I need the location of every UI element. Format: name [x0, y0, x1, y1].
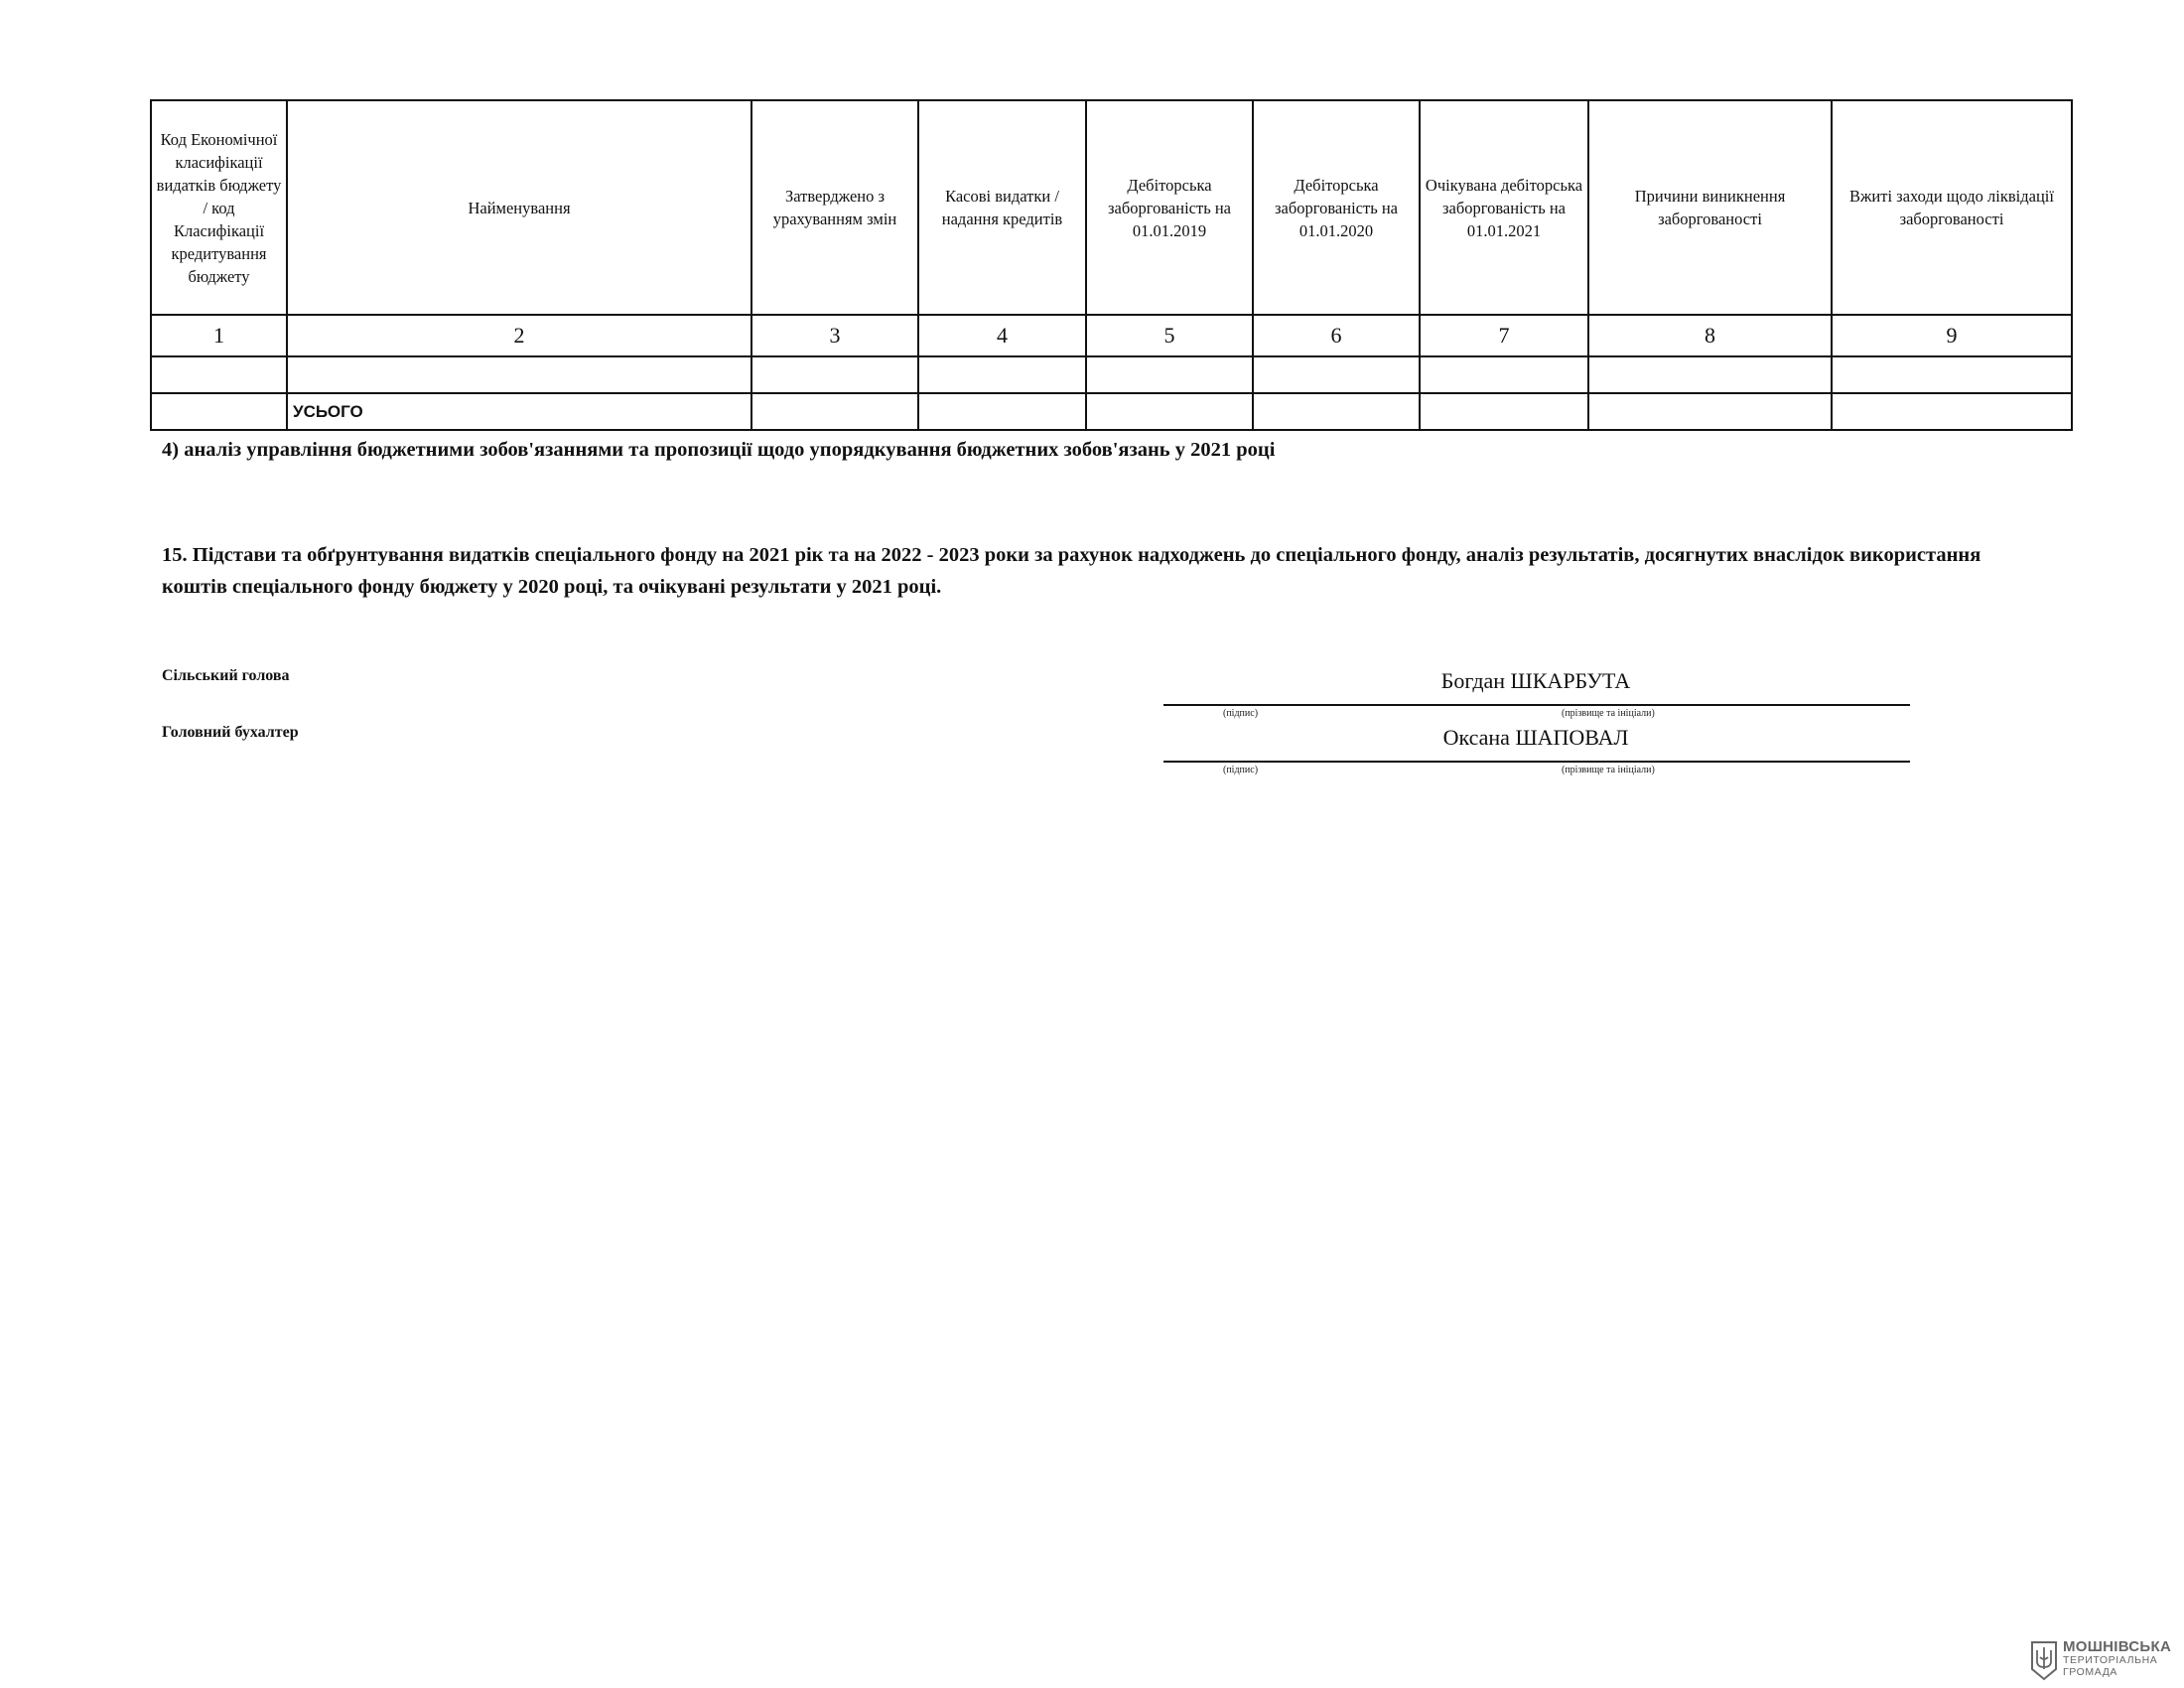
signatory-name-head: Богдан ШКАРБУТА [1440, 668, 1631, 693]
column-number: 2 [287, 315, 751, 356]
column-number: 6 [1253, 315, 1420, 356]
table-cell [918, 393, 1086, 430]
header-cash-expenses: Касові видатки / надання кредитів [918, 100, 1086, 315]
table-cell [918, 356, 1086, 393]
header-measures-taken: Вжиті заходи щодо ліквідації заборгованості [1832, 100, 2072, 315]
table-cell [1420, 393, 1588, 430]
table-cell [1253, 356, 1420, 393]
column-number: 9 [1832, 315, 2072, 356]
table-cell [151, 356, 287, 393]
table-cell [1086, 393, 1253, 430]
column-number: 7 [1420, 315, 1588, 356]
signatory-name-accountant: Оксана ШАПОВАЛ [1442, 725, 1629, 750]
section-15-heading: 15. Підстави та обґрунтування видатків спеціального фонду на 2021 рік та на 2022 - 2023 роки за рахунок надходжень до спеціального фонду, аналіз результатів, досягнутих внаслідок використання коштів спеціального фонду бюджету у 2020 році, та очікувані результати у 2021 році. [162, 544, 1981, 598]
column-number: 3 [751, 315, 918, 356]
header-name: Найменування [287, 100, 751, 315]
table-cell [1086, 356, 1253, 393]
table-row [151, 356, 2072, 393]
total-row [151, 393, 2072, 430]
column-number: 4 [918, 315, 1086, 356]
header-econ-code: Код Економічної класифікації видатків бюджету / код Класифікації кредитування бюджету [151, 100, 287, 315]
trident-icon [2029, 1639, 2059, 1681]
logo-line1: МОШНІВСЬКА [2063, 1638, 2172, 1655]
table-cell [1253, 393, 1420, 430]
header-approved: Затверджено з урахуванням змін [751, 100, 918, 315]
header-expected-receivables-2021: Очікувана дебіторська заборгованість на 01.01.2021 [1420, 100, 1588, 315]
table-cell [287, 356, 751, 393]
table-cell [751, 356, 918, 393]
table-cell [151, 393, 287, 430]
signature-line [1163, 704, 1910, 706]
signature-caption: (підпис) [1223, 708, 1259, 719]
table-cell [1588, 356, 1832, 393]
header-receivables-2020: Дебіторська заборгованість на 01.01.2020 [1253, 100, 1420, 315]
signature-caption: (підпис) [1223, 765, 1259, 775]
table-cell [1832, 393, 2072, 430]
logo-line3: ГРОМАДА [2063, 1666, 2118, 1678]
section-4-heading: 4) аналіз управління бюджетними зобов'язаннями та пропозиції щодо упорядкування бюджетних зобов'язань у 2021 році [162, 439, 1276, 461]
table-cell [1588, 393, 1832, 430]
table-cell [1420, 356, 1588, 393]
header-receivables-2019: Дебіторська заборгованість на 01.01.2019 [1086, 100, 1253, 315]
signatory-role-accountant: Головний бухалтер [162, 724, 299, 741]
debt-table [150, 99, 2073, 431]
initials-caption: (прізвище та ініціали) [1562, 765, 1655, 775]
initials-caption: (прізвище та ініціали) [1562, 708, 1655, 719]
header-debt-reasons: Причини виникнення заборгованості [1588, 100, 1832, 315]
column-number: 8 [1588, 315, 1832, 356]
community-logo [2029, 1639, 2173, 1681]
column-number: 1 [151, 315, 287, 356]
column-number: 5 [1086, 315, 1253, 356]
signature-line [1163, 761, 1910, 763]
table-cell [751, 393, 918, 430]
signatory-role-head: Сільський голова [162, 667, 290, 684]
total-label: УСЬОГО [287, 393, 751, 430]
logo-line2: ТЕРИТОРІАЛЬНА [2063, 1654, 2158, 1666]
table-cell [1832, 356, 2072, 393]
